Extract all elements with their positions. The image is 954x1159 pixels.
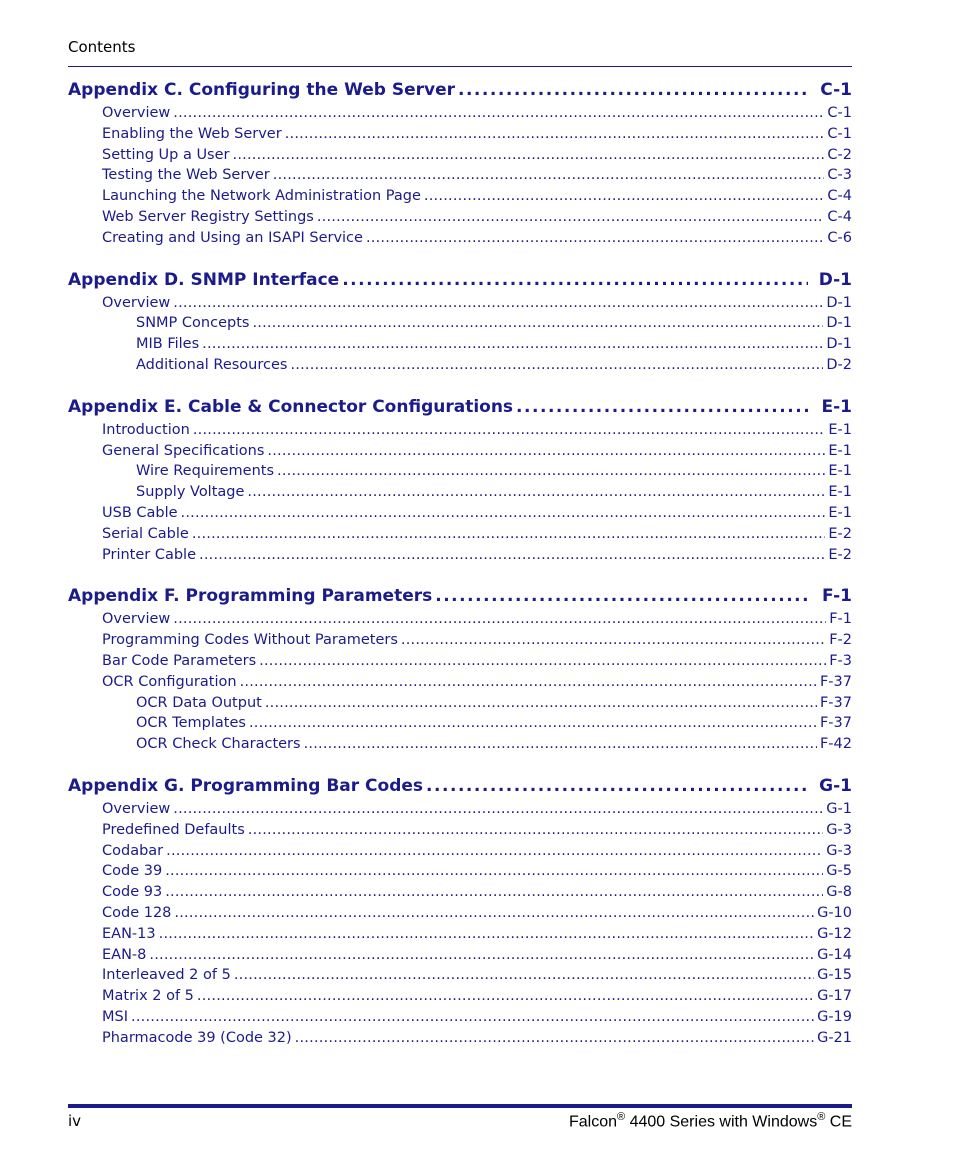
product-title: [569, 1111, 852, 1131]
toc-entry-page-number: G-15: [817, 967, 852, 984]
toc-entry[interactable]: [68, 1028, 852, 1049]
dot-leader: [165, 882, 823, 903]
toc-entry[interactable]: [68, 103, 852, 124]
toc-heading[interactable]: [68, 78, 852, 103]
toc-entry-label: Testing the Web Server: [102, 167, 270, 184]
toc-entry[interactable]: [68, 524, 852, 545]
dot-leader: [192, 524, 826, 545]
toc-subentry-page-number: F-37: [819, 715, 852, 732]
toc-entry-label: Web Server Registry Settings: [102, 208, 314, 225]
toc-entry-label: EAN-8: [102, 946, 147, 963]
dot-leader: [248, 820, 824, 841]
dot-leader: [516, 395, 810, 420]
toc-subentry-page-number: D-2: [826, 356, 852, 373]
dot-leader: [252, 313, 823, 334]
toc-entry[interactable]: [68, 165, 852, 186]
toc-subentry[interactable]: [68, 313, 852, 334]
toc-entry-page-number: E-1: [828, 442, 852, 459]
toc-entry[interactable]: [68, 1007, 852, 1028]
toc-entry-label: Predefined Defaults: [102, 821, 245, 838]
toc-heading-label: Appendix C. Configuring the Web Server: [68, 80, 455, 100]
toc-subentry[interactable]: [68, 334, 852, 355]
toc-entry-page-number: C-6: [827, 229, 852, 246]
toc-heading-label: Appendix F. Programming Parameters: [68, 586, 433, 607]
dot-leader: [199, 545, 825, 566]
toc-entry[interactable]: [68, 124, 852, 145]
toc-entry-page-number: G-17: [817, 988, 852, 1005]
toc-entry-page-number: G-1: [826, 800, 852, 817]
toc-subentry[interactable]: [68, 461, 852, 482]
dot-leader: [233, 145, 825, 166]
toc-entry-page-number: C-1: [827, 125, 852, 142]
toc-entry-label: Bar Code Parameters: [102, 652, 257, 669]
toc-subentry[interactable]: [68, 713, 852, 734]
toc-entry[interactable]: [68, 420, 852, 441]
toc-entry-label: Overview: [102, 611, 171, 628]
toc-heading-label: Appendix E. Cable & Connector Configurations: [68, 396, 514, 417]
dot-leader: [166, 841, 823, 862]
toc-entry[interactable]: [68, 207, 852, 228]
registered-mark: ®: [617, 1111, 626, 1123]
toc-subentry[interactable]: [68, 693, 852, 714]
dot-leader: [424, 186, 824, 207]
dot-leader: [435, 584, 811, 609]
dot-leader: [401, 630, 826, 651]
toc-entry[interactable]: [68, 841, 852, 862]
dot-leader: [202, 334, 823, 355]
toc-entry[interactable]: [68, 820, 852, 841]
toc-entry[interactable]: [68, 945, 852, 966]
toc-entry-page-number: C-2: [827, 146, 852, 163]
toc-entry-label: Enabling the Web Server: [102, 125, 282, 142]
dot-leader: [165, 861, 823, 882]
dot-leader: [295, 1028, 814, 1049]
dot-leader: [247, 482, 825, 503]
toc-section: [68, 584, 852, 755]
toc-entry-page-number: F-1: [829, 611, 852, 628]
toc-entry-page-number: G-5: [826, 863, 852, 880]
toc-subentry[interactable]: [68, 355, 852, 376]
toc-entry-label: Serial Cable: [102, 525, 189, 542]
dot-leader: [277, 461, 825, 482]
toc-entry-label: Code 128: [102, 904, 172, 921]
toc-section: [68, 78, 852, 249]
toc-heading[interactable]: [68, 268, 852, 293]
toc-section: [68, 774, 852, 1049]
toc-subentry-page-number: E-1: [828, 484, 852, 501]
toc-subentry-label: OCR Data Output: [136, 694, 262, 711]
dot-leader: [240, 672, 817, 693]
toc-entry-label: Launching the Network Administration Page: [102, 188, 421, 205]
toc-subentry-label: OCR Templates: [136, 715, 246, 732]
dot-leader: [174, 903, 814, 924]
toc-entry-page-number: E-2: [828, 546, 852, 563]
toc-entry-page-number: F-3: [829, 652, 852, 669]
toc-heading-page-number: G-1: [819, 775, 852, 796]
toc-subentry-page-number: D-1: [826, 315, 852, 332]
toc-heading[interactable]: [68, 774, 852, 799]
toc-subentry[interactable]: [68, 734, 852, 755]
dot-leader: [173, 609, 826, 630]
toc-entry[interactable]: [68, 903, 852, 924]
toc-subentry-label: OCR Check Characters: [136, 736, 301, 753]
toc-entry-page-number: C-3: [827, 167, 852, 184]
toc-entry-label: OCR Configuration: [102, 673, 237, 690]
registered-mark-2: ®: [817, 1111, 826, 1123]
dot-leader: [285, 124, 825, 145]
toc-entry-label: Matrix 2 of 5: [102, 988, 194, 1005]
header-divider: [68, 66, 852, 67]
toc-entry[interactable]: [68, 186, 852, 207]
toc-entry-label: Code 93: [102, 884, 163, 901]
toc-heading-page-number: F-1: [822, 586, 852, 607]
toc-subentry-page-number: E-1: [828, 463, 852, 480]
toc-entry-page-number: G-14: [817, 946, 852, 963]
product-suffix: CE: [825, 1113, 852, 1131]
toc-entry-label: Programming Codes Without Parameters: [102, 632, 398, 649]
toc-entry[interactable]: [68, 965, 852, 986]
toc-entry-page-number: G-10: [817, 904, 852, 921]
dot-leader: [193, 420, 826, 441]
dot-leader: [173, 293, 823, 314]
dot-leader: [149, 945, 814, 966]
toc-entry-page-number: G-3: [826, 842, 852, 859]
toc-entry[interactable]: [68, 882, 852, 903]
toc-entry-page-number: F-37: [819, 673, 852, 690]
footer-divider: [68, 1104, 852, 1108]
dot-leader: [173, 799, 823, 820]
toc-entry-label: Code 39: [102, 863, 163, 880]
toc-heading[interactable]: [68, 584, 852, 609]
toc-entry[interactable]: [68, 609, 852, 630]
toc-entry-label: Pharmacode 39 (Code 32): [102, 1029, 292, 1046]
running-header: Contents: [68, 38, 136, 56]
toc-entry[interactable]: [68, 145, 852, 166]
dot-leader: [290, 355, 823, 376]
toc-subentry-label: Wire Requirements: [136, 463, 275, 480]
toc-heading-label: Appendix G. Programming Bar Codes: [68, 775, 424, 796]
toc-entry-page-number: C-4: [827, 208, 852, 225]
dot-leader: [173, 103, 824, 124]
dot-leader: [304, 734, 817, 755]
toc-entry-label: Printer Cable: [102, 546, 197, 563]
dot-leader: [234, 965, 814, 986]
toc-entry[interactable]: [68, 441, 852, 462]
toc-entry[interactable]: [68, 228, 852, 249]
dot-leader: [426, 774, 808, 799]
toc-entry-label: EAN-13: [102, 925, 156, 942]
toc-subentry-page-number: F-37: [819, 694, 852, 711]
toc-entry[interactable]: [68, 293, 852, 314]
page-number: iv: [68, 1112, 82, 1130]
toc-subentry-label: Additional Resources: [136, 356, 288, 373]
toc-entry[interactable]: [68, 630, 852, 651]
dot-leader: [181, 503, 826, 524]
toc-section: [68, 268, 852, 376]
toc-entry-label: USB Cable: [102, 504, 178, 521]
toc-heading-page-number: D-1: [818, 269, 852, 290]
product-middle: 4400 Series with Windows: [625, 1113, 818, 1131]
dot-leader: [342, 268, 807, 293]
dot-leader: [273, 165, 825, 186]
toc-entry-page-number: G-21: [817, 1029, 852, 1046]
toc-entry[interactable]: [68, 924, 852, 945]
toc-entry[interactable]: [68, 986, 852, 1007]
table-of-contents: [68, 78, 852, 1067]
toc-entry-label: Overview: [102, 105, 171, 121]
toc-subentry[interactable]: [68, 482, 852, 503]
toc-section: [68, 395, 852, 566]
dot-leader: [265, 693, 817, 714]
toc-entry[interactable]: [68, 672, 852, 693]
toc-entry[interactable]: [68, 503, 852, 524]
dot-leader: [159, 924, 814, 945]
toc-entry[interactable]: [68, 861, 852, 882]
dot-leader: [259, 651, 826, 672]
toc-entry-label: Codabar: [102, 842, 164, 859]
product-prefix: Falcon: [568, 1113, 618, 1131]
toc-entry-page-number: C-1: [827, 105, 852, 121]
dot-leader: [458, 78, 809, 103]
toc-entry-page-number: E-1: [828, 504, 852, 521]
toc-heading-page-number: E-1: [821, 396, 852, 417]
toc-entry-label: Overview: [102, 800, 171, 817]
dot-leader: [197, 986, 814, 1007]
toc-entry-page-number: C-4: [827, 188, 852, 205]
dot-leader: [317, 207, 825, 228]
toc-entry-page-number: D-1: [826, 294, 852, 311]
toc-entry-page-number: G-19: [817, 1008, 852, 1025]
toc-subentry-label: Supply Voltage: [136, 484, 245, 501]
toc-heading[interactable]: [68, 395, 852, 420]
toc-entry-page-number: G-12: [817, 925, 852, 942]
toc-entry-label: Setting Up a User: [102, 146, 230, 163]
toc-heading-page-number: C-1: [820, 80, 852, 100]
toc-entry-page-number: G-8: [826, 884, 852, 901]
toc-subentry-label: SNMP Concepts: [136, 315, 250, 332]
toc-subentry-page-number: F-42: [819, 736, 852, 753]
toc-entry-label: General Specifications: [102, 442, 265, 459]
dot-leader: [366, 228, 824, 249]
toc-entry[interactable]: [68, 799, 852, 820]
toc-entry-label: Creating and Using an ISAPI Service: [102, 229, 363, 246]
toc-entry-label: MSI: [102, 1008, 128, 1025]
toc-entry[interactable]: [68, 651, 852, 672]
dot-leader: [131, 1007, 814, 1028]
toc-entry-label: Introduction: [102, 421, 190, 438]
toc-entry-label: Overview: [102, 294, 171, 311]
toc-entry-page-number: F-2: [829, 632, 852, 649]
toc-heading-label: Appendix D. SNMP Interface: [68, 269, 340, 290]
toc-subentry-label: MIB Files: [136, 336, 200, 353]
dot-leader: [267, 441, 825, 462]
toc-subentry-page-number: D-1: [826, 336, 852, 353]
toc-entry-page-number: E-1: [828, 421, 852, 438]
toc-entry-page-number: G-3: [826, 821, 852, 838]
toc-entry-label: Interleaved 2 of 5: [102, 967, 231, 984]
dot-leader: [249, 713, 817, 734]
toc-entry[interactable]: [68, 545, 852, 566]
toc-entry-page-number: E-2: [828, 525, 852, 542]
